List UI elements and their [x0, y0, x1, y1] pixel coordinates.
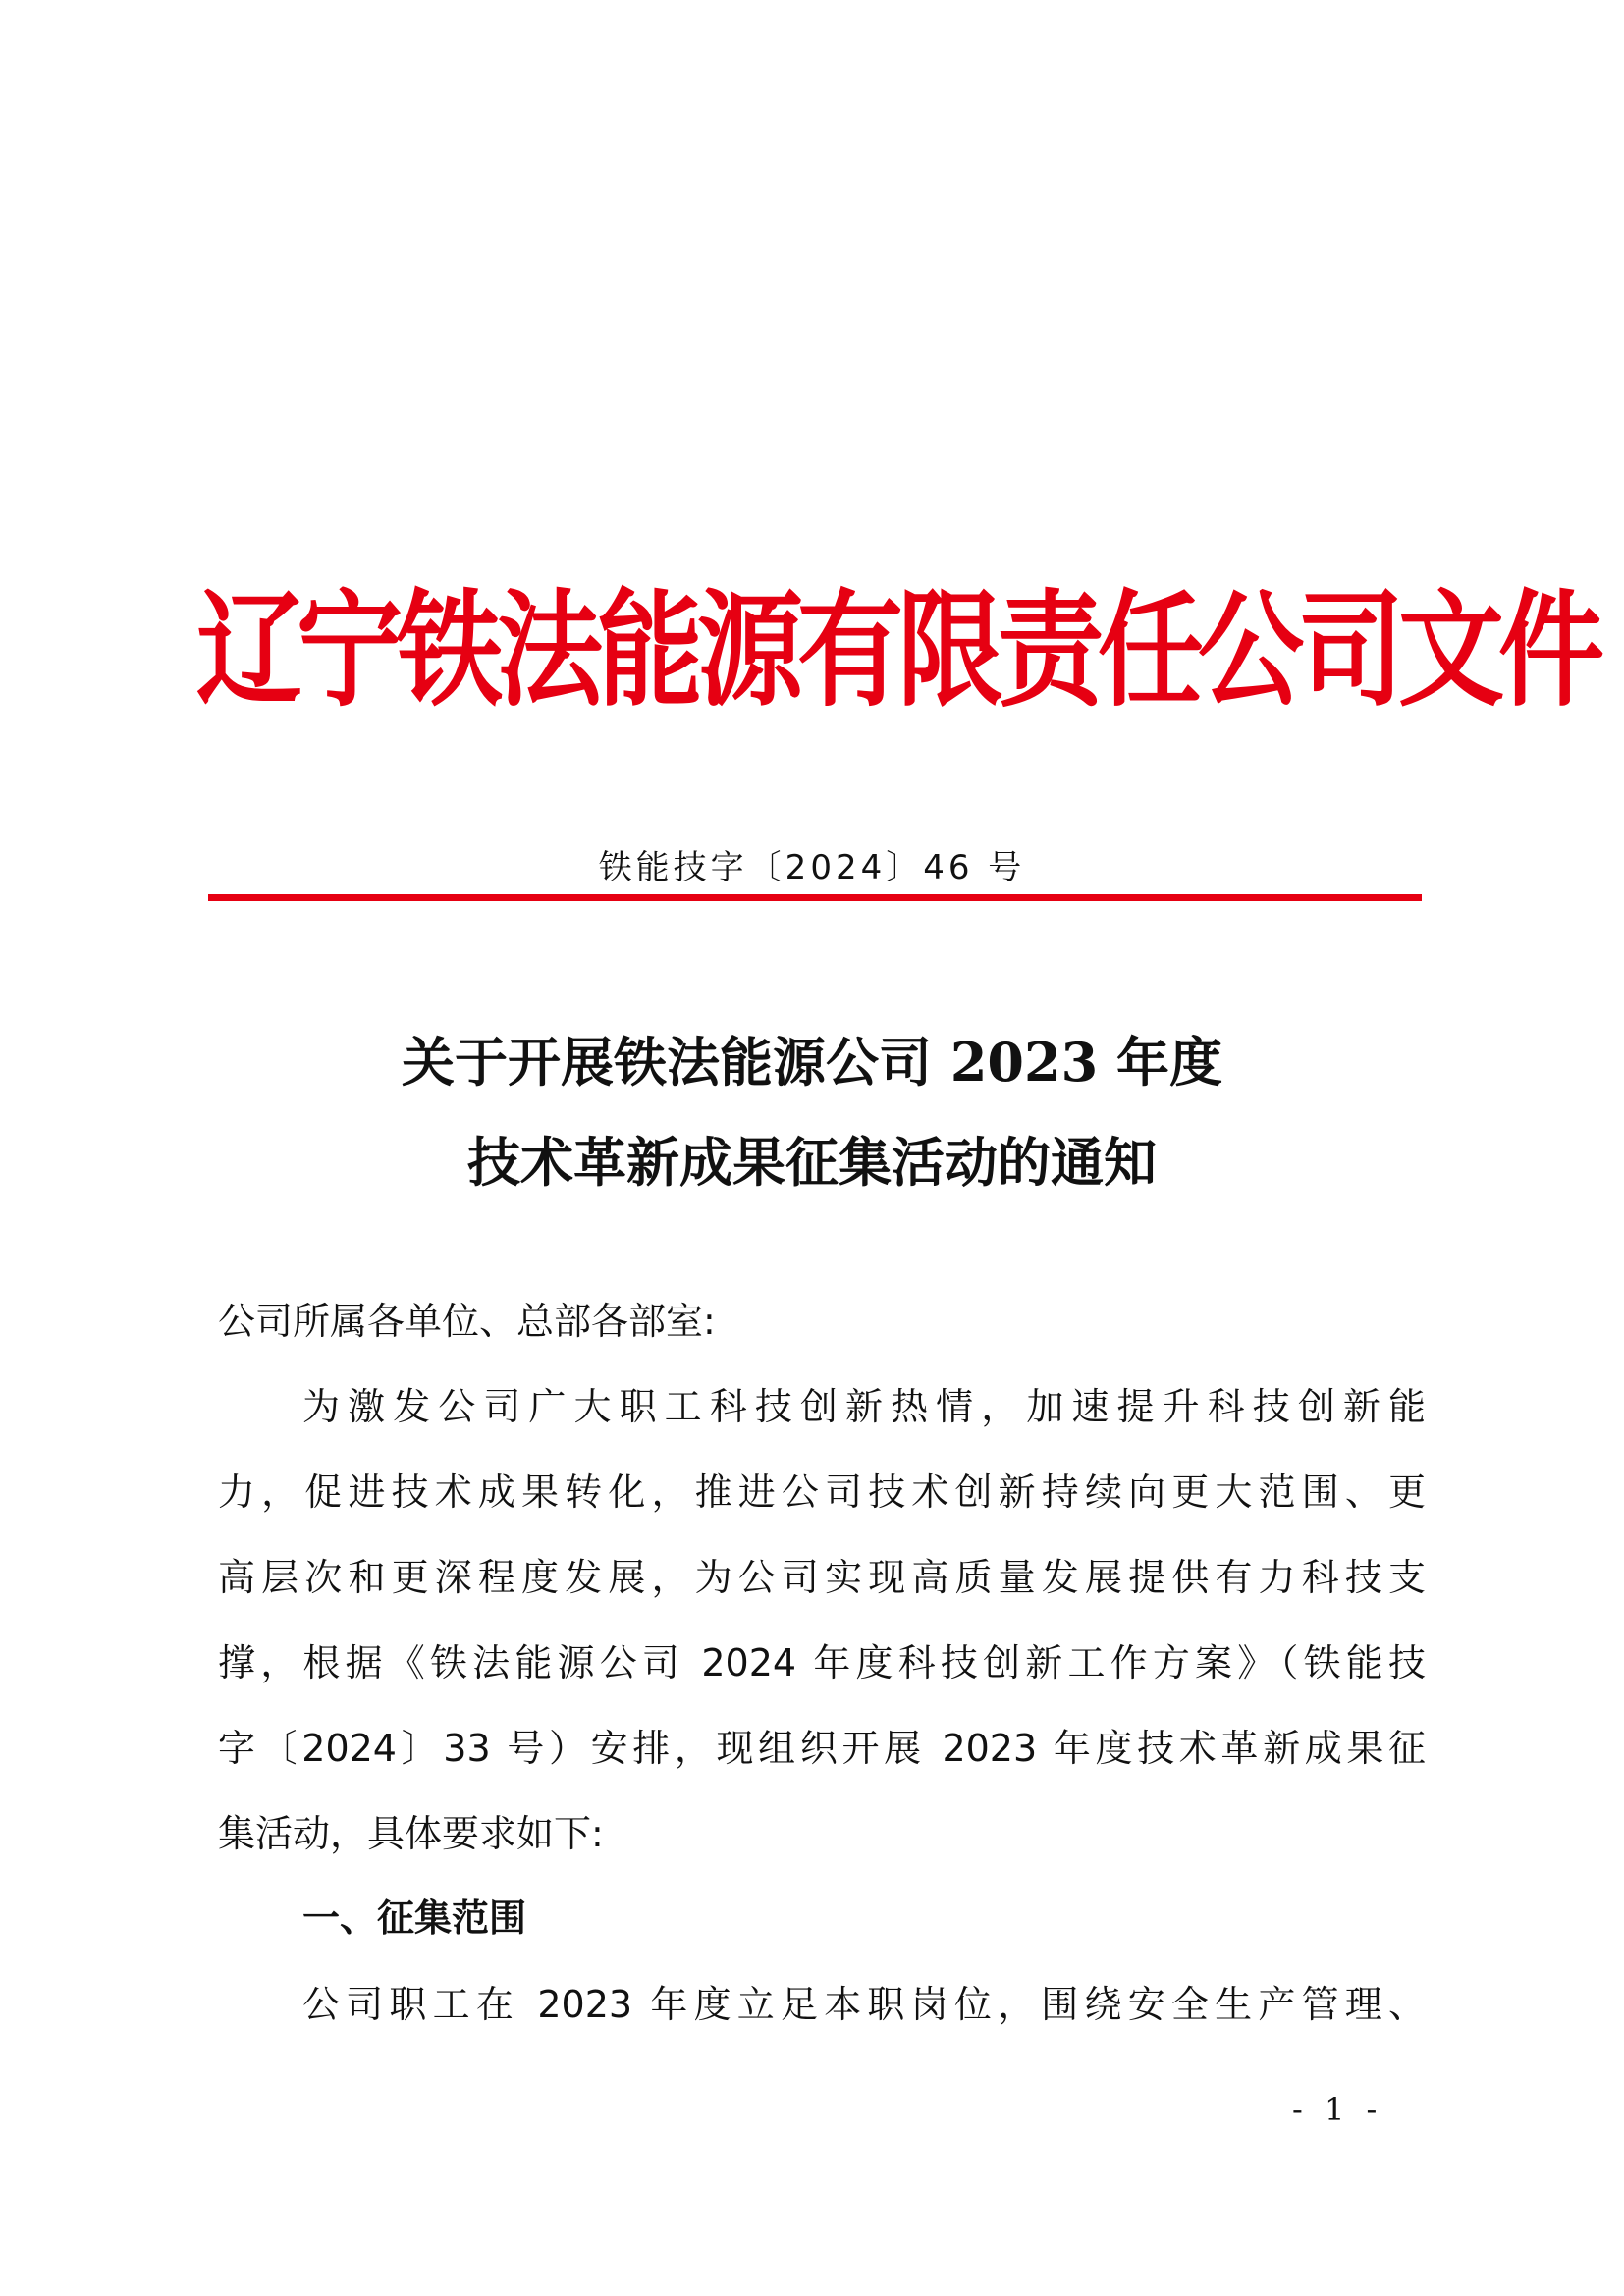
paragraph-line: 为激发公司广大职工科技创新热情，加速提升科技创新能 — [302, 1385, 1426, 1428]
paragraph-line: 高层次和更深程度发展，为公司实现高质量发展提供有力科技支 — [218, 1556, 1426, 1599]
paragraph-line: 撑，根据《铁法能源公司 2024 年度科技创新工作方案》（铁能技 — [218, 1641, 1426, 1684]
paragraph-line: 力，促进技术成果转化，推进公司技术创新持续向更大范围、更 — [218, 1470, 1426, 1514]
document-number: 铁能技字〔2024〕46 号 — [598, 848, 1026, 887]
paragraph-line: 字〔2024〕33 号）安排，现组织开展 2023 年度技术革新成果征 — [218, 1727, 1426, 1770]
paragraph-line: 公司职工在 2023 年度立足本职岗位，围绕安全生产管理、 — [302, 1983, 1426, 2026]
paragraph-line: 集活动，具体要求如下: — [218, 1812, 604, 1855]
page-number: - 1 - — [1292, 2091, 1383, 2128]
section-heading: 一、征集范围 — [302, 1896, 527, 1940]
red-divider-line — [208, 894, 1422, 901]
document-title-line-2: 技术革新成果征集活动的通知 — [467, 1131, 1157, 1194]
issuer-red-header: 辽宁铁法能源有限责任公司文件 — [196, 578, 1599, 723]
document-title-line-1: 关于开展铁法能源公司 2023 年度 — [402, 1031, 1222, 1094]
salutation: 公司所属各单位、总部各部室: — [218, 1300, 716, 1343]
